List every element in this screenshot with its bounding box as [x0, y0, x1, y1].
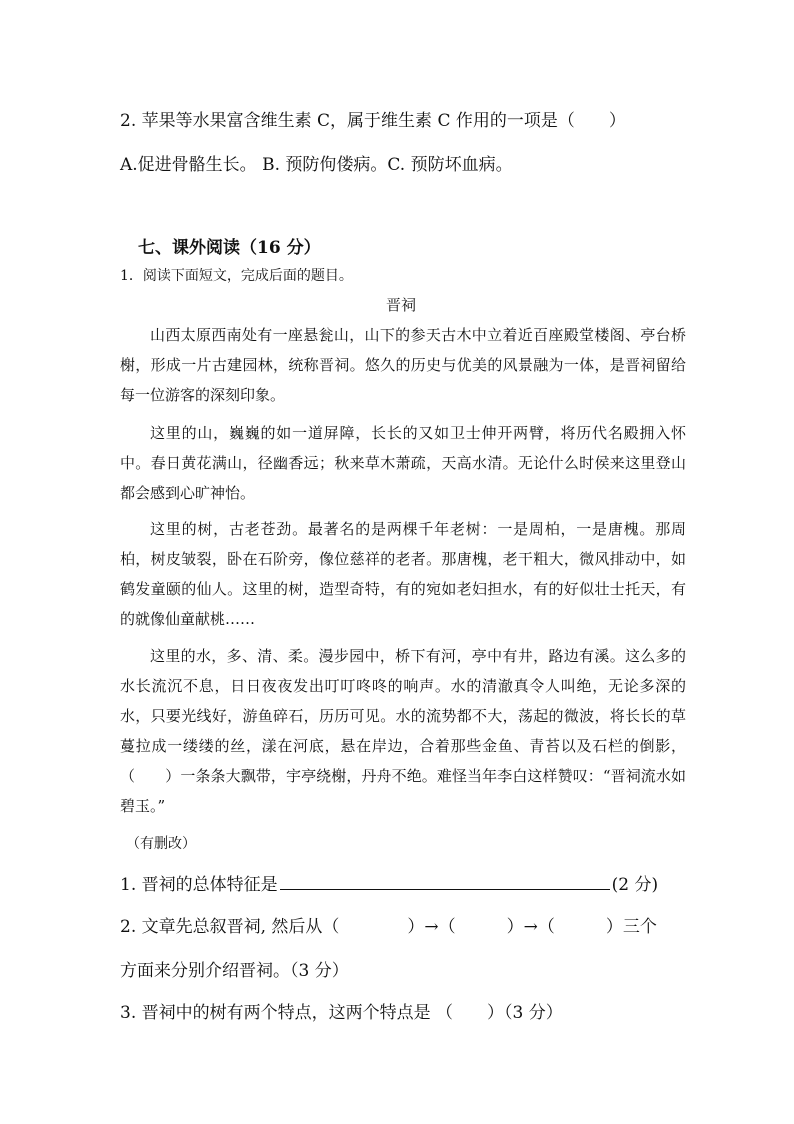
- passage-paragraph-2: 这里的山，巍巍的如一道屏障，长长的又如卫士伸开两臂，将历代名殿拥入怀中。春日黄花满山，径幽香远；秋来草木萧疏，天高水清。无论什么时侯来这里登山都会感到心旷神怡。: [120, 424, 686, 502]
- reading-question-1-score: (2 分): [611, 875, 659, 895]
- passage-paragraph-4: 这里的水，多、清、柔。漫步园中，桥下有河，亭中有井，路边有溪。这么多的水长流沉不息，日日夜夜发出叮叮咚咚的响声。水的清澈真令人叫绝，无论多深的水，只要光线好，游鱼碎石，历历可见。水的流势都不大，荡起的微波，将长长的草蔓拉成一缕缕的丝，漾在河底，悬在岸边，合着那些金鱼、青苔以及石栏的倒影，（ ）一条条大飘带，宇亭绕榭，丹舟不绝。难怪当年李白这样赞叹：“晋祠流水如碧玉。”: [120, 647, 686, 815]
- section-7-heading: 七、课外阅读（16 分）: [138, 238, 321, 258]
- passage-note: （有删改）: [126, 836, 196, 852]
- reading-question-2-line-1: 2. 文章先总叙晋祠, 然后从（ ）→（ ）→（ ）三个: [120, 917, 657, 937]
- reading-question-2-line-2: 方面来分别介绍晋祠。（3 分）: [120, 961, 349, 981]
- question-2-options: A.促进骨骼生长。 B. 预防佝偻病。C. 预防坏血病。: [120, 155, 513, 175]
- answer-blank-line[interactable]: [280, 871, 610, 890]
- reading-instruction: 1．阅读下面短文，完成后面的题目。: [120, 268, 353, 284]
- reading-question-1: [120, 870, 658, 895]
- passage-title: 晋祠: [386, 296, 417, 314]
- reading-question-3: 3. 晋祠中的树有两个特点，这两个特点是 （ ）（3 分）: [120, 1003, 563, 1023]
- reading-question-1-text: 1. 晋祠的总体特征是: [120, 875, 278, 895]
- passage-paragraph-3: 这里的树，古老苍劲。最著名的是两棵千年老树：一是周柏，一是唐槐。那周柏，树皮皱裂，卧在石阶旁，像位慈祥的老者。那唐槐，老干粗大，微风排动中，如鹤发童颐的仙人。这里的树，造型奇特，有的宛如老妇担水，有的好似壮士托天，有的就像仙童献桃……: [120, 520, 686, 628]
- passage-paragraph-1: 山西太原西南处有一座悬瓮山，山下的参天古木中立着近百座殿堂楼阁、亭台桥榭，形成一片古建园林，统称晋祠。悠久的历史与优美的风景融为一体，是晋祠留给每一位游客的深刻印象。: [120, 326, 686, 404]
- question-2-stem: 2. 苹果等水果富含维生素 C，属于维生素 C 作用的一项是（ ）: [120, 111, 626, 131]
